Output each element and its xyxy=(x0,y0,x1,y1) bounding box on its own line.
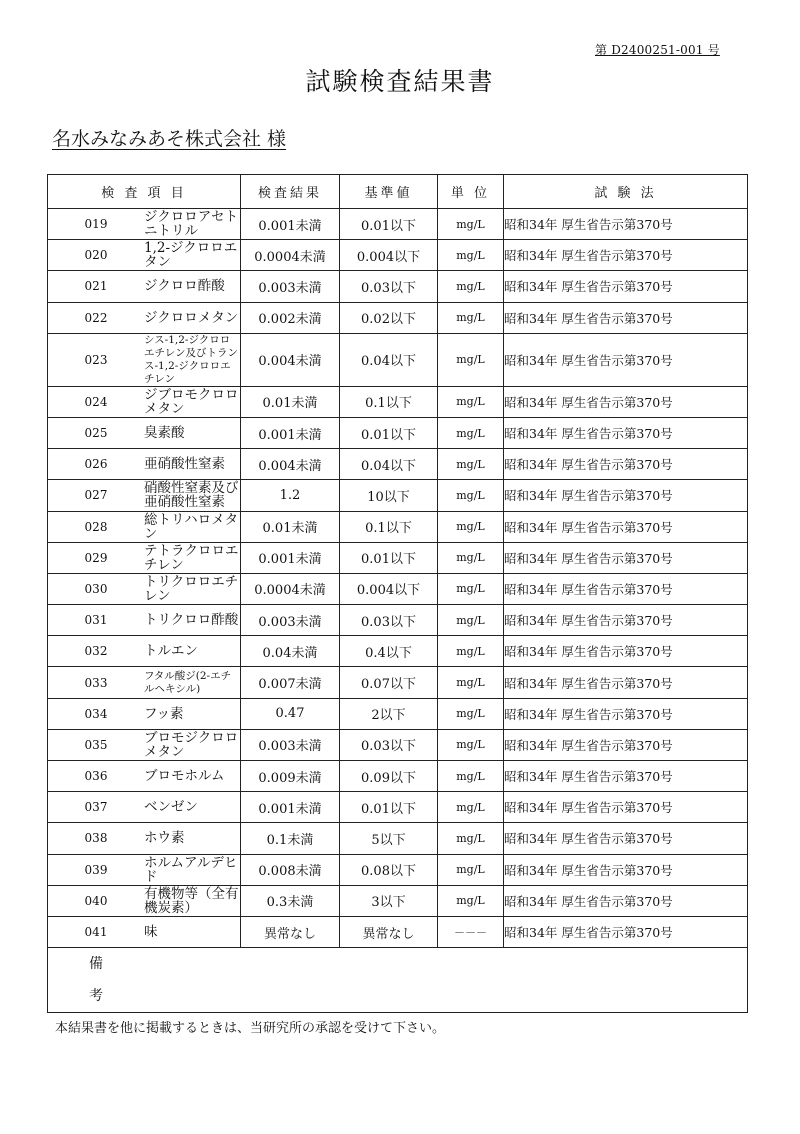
method-cell: 昭和34年 厚生省告示第370号 xyxy=(504,271,748,302)
result-cell: 0.001未満 xyxy=(241,209,340,240)
table-row xyxy=(48,542,748,573)
result-cell: 0.003未満 xyxy=(241,605,340,636)
row-number: 019 xyxy=(48,209,145,240)
unit-cell: mg/L xyxy=(438,240,504,271)
row-number: 022 xyxy=(48,302,145,333)
unit-cell: mg/L xyxy=(438,885,504,916)
standard-cell: 3以下 xyxy=(340,885,438,916)
row-number: 023 xyxy=(48,333,145,386)
method-cell: 昭和34年 厚生省告示第370号 xyxy=(504,823,748,854)
item-name: ジクロロ酢酸 xyxy=(144,271,241,302)
remarks-row xyxy=(48,948,748,1013)
method-cell: 昭和34年 厚生省告示第370号 xyxy=(504,417,748,448)
result-cell: 0.002未満 xyxy=(241,302,340,333)
method-cell: 昭和34年 厚生省告示第370号 xyxy=(504,761,748,792)
method-cell: 昭和34年 厚生省告示第370号 xyxy=(504,511,748,542)
item-name: ホルムアルデヒド xyxy=(144,854,241,885)
item-name: ブロモジクロロメタン xyxy=(144,729,241,760)
result-cell: 0.001未満 xyxy=(241,417,340,448)
item-name: テトラクロロエチレン xyxy=(144,542,239,573)
standard-cell: 0.01以下 xyxy=(340,542,438,573)
row-number: 027 xyxy=(48,480,145,511)
row-number: 033 xyxy=(48,667,145,698)
item-name: 1,2-ジクロロエタン xyxy=(144,240,241,271)
result-cell: 0.47 xyxy=(241,698,340,729)
standard-cell: 0.03以下 xyxy=(340,729,438,760)
table-row xyxy=(48,417,748,448)
table-row xyxy=(48,240,748,271)
standard-cell: 0.09以下 xyxy=(340,761,438,792)
item-name: フッ素 xyxy=(144,698,241,729)
result-cell: 0.003未満 xyxy=(241,271,340,302)
standard-cell: 10以下 xyxy=(340,480,438,511)
results-table xyxy=(47,174,748,1013)
row-number: 041 xyxy=(48,916,145,947)
result-cell: 0.01未満 xyxy=(241,386,340,417)
footer-note: 本結果書を他に掲載するときは、当研究所の承認を受けて下さい。 xyxy=(55,1021,446,1036)
unit-cell: mg/L xyxy=(438,302,504,333)
header-method: 試 験 法 xyxy=(504,175,748,209)
method-cell: 昭和34年 厚生省告示第370号 xyxy=(504,792,748,823)
method-cell: 昭和34年 厚生省告示第370号 xyxy=(504,729,748,760)
result-cell: 0.009未満 xyxy=(241,761,340,792)
item-name: 臭素酸 xyxy=(144,417,241,448)
unit-cell: －－－ xyxy=(438,916,504,947)
header-standard: 基準値 xyxy=(340,175,438,209)
result-cell: 1.2 xyxy=(241,480,340,511)
table-row xyxy=(48,271,748,302)
standard-cell: 0.04以下 xyxy=(340,333,438,386)
row-number: 029 xyxy=(48,542,145,573)
standard-cell: 0.1以下 xyxy=(340,386,438,417)
unit-cell: mg/L xyxy=(438,792,504,823)
item-name: トルエン xyxy=(144,636,241,667)
result-cell: 0.004未満 xyxy=(241,333,340,386)
unit-cell: mg/L xyxy=(438,417,504,448)
result-cell: 0.004未満 xyxy=(241,449,340,480)
standard-cell: 0.04以下 xyxy=(340,449,438,480)
row-number: 037 xyxy=(48,792,145,823)
unit-cell: mg/L xyxy=(438,698,504,729)
method-cell: 昭和34年 厚生省告示第370号 xyxy=(504,333,748,386)
standard-cell: 0.03以下 xyxy=(340,605,438,636)
method-cell: 昭和34年 厚生省告示第370号 xyxy=(504,449,748,480)
result-cell: 0.04未満 xyxy=(241,636,340,667)
standard-cell: 0.02以下 xyxy=(340,302,438,333)
item-name: ジクロロメタン xyxy=(144,302,241,333)
item-name: トリクロロ酢酸 xyxy=(144,605,241,636)
table-row xyxy=(48,302,748,333)
result-cell: 0.001未満 xyxy=(241,542,340,573)
table-row xyxy=(48,854,748,885)
unit-cell: mg/L xyxy=(438,542,504,573)
result-cell: 0.3未満 xyxy=(241,885,340,916)
method-cell: 昭和34年 厚生省告示第370号 xyxy=(504,885,748,916)
standard-cell: 5以下 xyxy=(340,823,438,854)
unit-cell: mg/L xyxy=(438,333,504,386)
unit-cell: mg/L xyxy=(438,480,504,511)
remarks-content xyxy=(144,948,748,1013)
table-row xyxy=(48,480,748,511)
item-name: 有機物等（全有機炭素） xyxy=(144,885,239,916)
document-number: 第 D2400251-001 号 xyxy=(595,43,720,57)
result-cell: 0.0004未満 xyxy=(241,240,340,271)
standard-cell: 0.01以下 xyxy=(340,209,438,240)
header-unit: 単 位 xyxy=(438,175,504,209)
standard-cell: 0.4以下 xyxy=(340,636,438,667)
item-name: ジブロモクロロメタン xyxy=(144,386,239,417)
row-number: 036 xyxy=(48,761,145,792)
table-row xyxy=(48,333,748,386)
table-row xyxy=(48,209,748,240)
remarks-label: 備 考 xyxy=(48,948,145,1013)
unit-cell: mg/L xyxy=(438,605,504,636)
table-row xyxy=(48,636,748,667)
standard-cell: 0.004以下 xyxy=(340,240,438,271)
unit-cell: mg/L xyxy=(438,209,504,240)
item-name: 硝酸性窒素及び亜硝酸性窒素 xyxy=(144,480,239,511)
row-number: 021 xyxy=(48,271,145,302)
table-row xyxy=(48,573,748,604)
unit-cell: mg/L xyxy=(438,729,504,760)
unit-cell: mg/L xyxy=(438,636,504,667)
row-number: 040 xyxy=(48,885,145,916)
standard-cell: 0.01以下 xyxy=(340,792,438,823)
item-name: シス-1,2-ジクロロエチレン及びトランス-1,2-ジクロロエチレン xyxy=(144,333,241,386)
row-number: 034 xyxy=(48,698,145,729)
method-cell: 昭和34年 厚生省告示第370号 xyxy=(504,854,748,885)
row-number: 032 xyxy=(48,636,145,667)
method-cell: 昭和34年 厚生省告示第370号 xyxy=(504,636,748,667)
table-row xyxy=(48,729,748,760)
row-number: 039 xyxy=(48,854,145,885)
row-number: 030 xyxy=(48,573,145,604)
row-number: 038 xyxy=(48,823,145,854)
table-row xyxy=(48,605,748,636)
method-cell: 昭和34年 厚生省告示第370号 xyxy=(504,240,748,271)
row-number: 024 xyxy=(48,386,145,417)
item-name: ベンゼン xyxy=(144,792,241,823)
standard-cell: 0.07以下 xyxy=(340,667,438,698)
standard-cell: 0.004以下 xyxy=(340,573,438,604)
standard-cell: 異常なし xyxy=(340,916,438,947)
table-row xyxy=(48,667,748,698)
item-name: ジクロロアセトニトリル xyxy=(144,209,241,240)
table-row xyxy=(48,761,748,792)
method-cell: 昭和34年 厚生省告示第370号 xyxy=(504,302,748,333)
results-table-body xyxy=(48,209,748,948)
row-number: 025 xyxy=(48,417,145,448)
result-cell: 0.001未満 xyxy=(241,792,340,823)
header-item: 検 査 項 目 xyxy=(48,175,241,209)
item-name: トリクロロエチレン xyxy=(144,573,241,604)
item-name: 亜硝酸性窒素 xyxy=(144,449,241,480)
row-number: 028 xyxy=(48,511,145,542)
method-cell: 昭和34年 厚生省告示第370号 xyxy=(504,542,748,573)
table-row xyxy=(48,386,748,417)
unit-cell: mg/L xyxy=(438,386,504,417)
table-header-row xyxy=(48,175,748,209)
table-row xyxy=(48,823,748,854)
method-cell: 昭和34年 厚生省告示第370号 xyxy=(504,209,748,240)
standard-cell: 0.03以下 xyxy=(340,271,438,302)
method-cell: 昭和34年 厚生省告示第370号 xyxy=(504,386,748,417)
method-cell: 昭和34年 厚生省告示第370号 xyxy=(504,480,748,511)
method-cell: 昭和34年 厚生省告示第370号 xyxy=(504,667,748,698)
unit-cell: mg/L xyxy=(438,854,504,885)
method-cell: 昭和34年 厚生省告示第370号 xyxy=(504,916,748,947)
unit-cell: mg/L xyxy=(438,271,504,302)
table-row xyxy=(48,511,748,542)
item-name: ブロモホルム xyxy=(144,761,241,792)
result-cell: 0.01未満 xyxy=(241,511,340,542)
table-row xyxy=(48,449,748,480)
item-name: フタル酸ジ(2-エチルヘキシル) xyxy=(144,667,241,698)
unit-cell: mg/L xyxy=(438,823,504,854)
table-row xyxy=(48,792,748,823)
row-number: 026 xyxy=(48,449,145,480)
item-name: 総トリハロメタン xyxy=(144,511,241,542)
unit-cell: mg/L xyxy=(438,761,504,792)
unit-cell: mg/L xyxy=(438,667,504,698)
standard-cell: 0.01以下 xyxy=(340,417,438,448)
method-cell: 昭和34年 厚生省告示第370号 xyxy=(504,698,748,729)
row-number: 020 xyxy=(48,240,145,271)
result-cell: 0.0004未満 xyxy=(241,573,340,604)
unit-cell: mg/L xyxy=(438,511,504,542)
client-name: 名水みなみあそ株式会社 様 xyxy=(52,128,287,150)
standard-cell: 0.08以下 xyxy=(340,854,438,885)
standard-cell: 0.1以下 xyxy=(340,511,438,542)
table-row xyxy=(48,698,748,729)
method-cell: 昭和34年 厚生省告示第370号 xyxy=(504,605,748,636)
result-cell: 0.003未満 xyxy=(241,729,340,760)
result-cell: 0.007未満 xyxy=(241,667,340,698)
unit-cell: mg/L xyxy=(438,573,504,604)
page-title: 試験検査結果書 xyxy=(305,67,495,96)
standard-cell: 2以下 xyxy=(340,698,438,729)
table-row xyxy=(48,916,748,947)
row-number: 035 xyxy=(48,729,145,760)
header-result: 検査結果 xyxy=(241,175,340,209)
unit-cell: mg/L xyxy=(438,449,504,480)
result-cell: 0.1未満 xyxy=(241,823,340,854)
item-name: ホウ素 xyxy=(144,823,241,854)
method-cell: 昭和34年 厚生省告示第370号 xyxy=(504,573,748,604)
result-cell: 0.008未満 xyxy=(241,854,340,885)
row-number: 031 xyxy=(48,605,145,636)
item-name: 味 xyxy=(144,916,241,947)
table-row xyxy=(48,885,748,916)
result-cell: 異常なし xyxy=(241,916,340,947)
